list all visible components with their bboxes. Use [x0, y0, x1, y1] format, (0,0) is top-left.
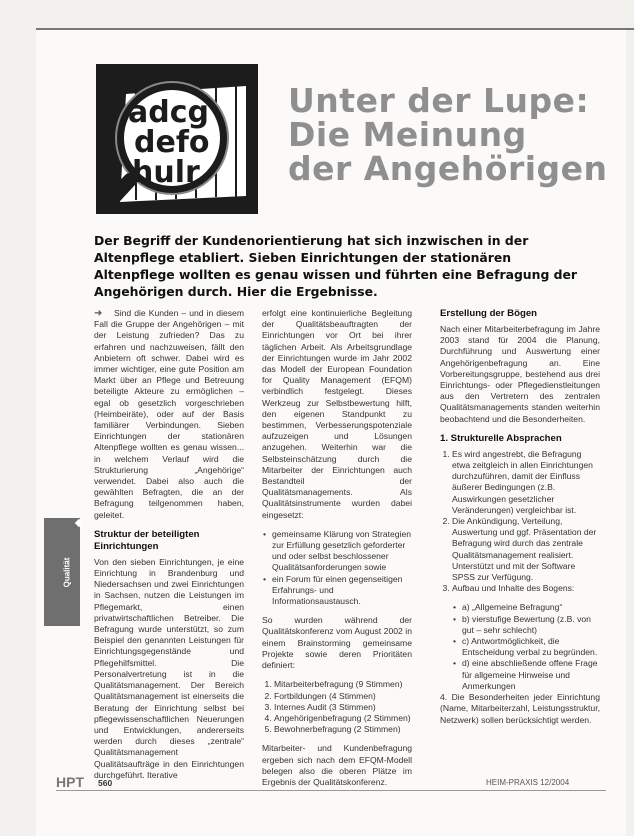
col2-bullet-list — [262, 529, 412, 607]
page-title — [288, 81, 618, 188]
column-3 — [440, 308, 600, 734]
col3-heading-2: 1. Strukturelle Absprachen — [440, 432, 562, 444]
col1-paragraph-1-text: Sind die Kunden – und in diesem Fall die Gruppe der Angehörigen – mit der Leistung zufrieden? Das zu erfahren und nachzuweisen, fällt den Anbietern oft schwer. Dabei wird es immer wichtiger, eine gute Position am Markt über an Pflege und Betreuung beteiligte Akteure zu ermöglichen – egal ob gesetzlich vorgeschrieben (Heimbeiräte), oder auf der Basis familiärer Verbindungen. Sieben Einrichtungen der stationären Altenpflege wollten es genau wissen... in welchem Verlauf wird die Strukturierung „Angehörige“ verwendet. Dabei also auch die gewählten Befragten, die an der Befragung teilgenommen haben, geleitet. — [94, 308, 244, 520]
title-line-2: Die Meinung — [288, 115, 527, 154]
arrow-icon: ➜ — [94, 308, 103, 319]
top-rule — [36, 28, 634, 30]
title-line-3: der Angehörigen — [288, 149, 608, 188]
list-item: 5. Bewohnerbefragung (2 Stimmen) — [274, 724, 412, 735]
col1-paragraph-2: Von den sieben Einrichtungen, je eine Einrichtung in Brandenburg und Niedersachsen und zwei Einrichtungen in Sachsen, nutzen die Leistungen im Pflegemarkt, einen privatwirtschaftlichen Betreiber. Die Befragung wurde unterstützt, so zum Beispiel den genannten Leistungen für Einrichtungsgegenstände und Pflegehilfsmittel. Die Personalvertretung ist in die Qualitätsmanagement. Der Bereich Qualitätsmanagement ist einerseits die Beratung der Einrichtung selbst bei pflegewissenschaftlichen Neuerungen und Entwicklungen, andererseits werden durch dieses „zentrale“ Qualitätsmanagement Qualitätsaufträge in den Einrichtungen durchgeführt. Iterative — [94, 556, 244, 780]
lead-paragraph: Der Begriff der Kundenorientierung hat sich inzwischen in der Altenpflege etabliert. Sieben Einrichtungen der stationären Altenpflege wollten es genau wissen und führten eine Befragung der Angehörigen durch. Hier die Ergebnisse. — [94, 233, 578, 299]
list-item: 1. Mitarbeiterbefragung (9 Stimmen) — [274, 679, 412, 690]
footer-rule — [56, 790, 606, 791]
column-1 — [94, 308, 244, 789]
section-tab-label: Qualität — [62, 557, 72, 588]
section-tab — [44, 518, 80, 626]
journal-reference: HEIM-PRAXIS 12/2004 — [486, 778, 570, 787]
col2-paragraph-1: erfolgt eine kontinuierliche Begleitung der Qualitätsbeauftragten der Einrichtungen vor Ort bei ihrer täglichen Arbeit. Als Arbeitsgrundlage der Einrichtungen wurde im Jahr 2002 das Modell der European Foundation for Quality Management (EFQM) verbindlich festgelegt. Dieses Werkzeug zur Selbstbewertung hilft, den eigenen Standpunkt zu bestimmen, Verbesserungspotenziale aufzuzeigen und Lösungen anzugehen. Weiterhin war die Selbsteinschätzung durch die Mitarbeiter der Einrichtungen auch Bestandteil der Qualitätsmanagements. Als Qualitätsinstrumente wurden dabei eingesetzt: — [262, 308, 412, 520]
column-2 — [262, 308, 412, 796]
magnifier-icon — [96, 64, 258, 214]
col3-heading-1: Erstellung der Bögen — [440, 308, 538, 319]
hero-illustration — [96, 64, 258, 214]
col2-priority-list — [262, 679, 412, 735]
col3-sub-list — [440, 602, 600, 692]
list-item: • gemeinsame Klärung von Strategien zur Erfüllung gesetzlich geforderter und oder selbst beschlossener Qualitätsanforderungen sowie — [272, 529, 412, 574]
list-item: 2. Die Ankündigung, Verteilung, Auswertung und ggf. Präsentation der Befragung wird durch das zentrale Qualitätsmanagement realisiert. Unterstützt und mit der Software SPSS zur Verfügung. — [452, 516, 600, 583]
col1-paragraph-1 — [94, 308, 244, 521]
col3-paragraph-2: 4. Die Besonderheiten jeder Einrichtung (Name, Mitarbeiterzahl, Leistungsstruktur, Netzwerk) sollen berücksichtigt werden. — [440, 692, 600, 725]
list-item: • b) vierstufige Bewertung (z.B. von gut – sehr schlecht) — [462, 614, 600, 636]
hero-letters-3: hulr — [132, 155, 200, 190]
list-item: 4. Angehörigenbefragung (2 Stimmen) — [274, 713, 412, 724]
hero-letters-2: defo — [134, 125, 210, 160]
col3-list — [440, 449, 600, 595]
list-item: 2. Fortbildungen (4 Stimmen) — [274, 691, 412, 702]
col3-paragraph-1: Nach einer Mitarbeiterbefragung im Jahre 2003 stand für 2004 die Planung, Durchführung und Auswertung einer Angehörigenbefragung an. Eine Vorbereitungsgruppe, bestehend aus drei Einrichtungs- oder Pflegedienstleitungen aus den Vertretern des zentralen Qualitätsmanagements standen weiterhin beobachtend und die Besonderheiten. — [440, 324, 600, 424]
list-item: • ein Forum für einen gegenseitigen Erfahrungs- und Informationsaustausch. — [272, 574, 412, 608]
list-item: • c) Antwortmöglichkeit, die Entscheidung verbal zu begründen. — [462, 636, 600, 658]
page-number: 560 — [98, 778, 113, 788]
col1-heading: Struktur der beteiligten Einrichtungen — [94, 528, 200, 552]
list-item: 1. Es wird angestrebt, die Befragung etwa zeitgleich in allen Einrichtungen durchzuführen, damit der Einfluss äußerer Bedingungen (z.B. Auswirkungen gesetzlicher Veränderungen) vergleichbar ist. — [452, 449, 600, 516]
hero-letters-1: adcg — [128, 95, 209, 130]
list-item: • a) „Allgemeine Befragung“ — [462, 602, 600, 613]
list-item: • d) eine abschließende offene Frage für allgemeine Hinweise und Anmerkungen — [462, 658, 600, 692]
title-line-1: Unter der Lupe: — [288, 81, 590, 120]
list-item: 3. Internes Audit (3 Stimmen) — [274, 702, 412, 713]
list-item: 3. Aufbau und Inhalte des Bogens: — [452, 583, 600, 594]
col2-paragraph-3: Mitarbeiter- und Kundenbefragung ergeben sich nach dem EFQM-Modell belegen also die oberen Plätze im Ergebnis der Qualitätskonferenz. — [262, 743, 412, 787]
footer-logo: HPT — [56, 774, 84, 790]
col2-paragraph-2: So wurden während der Qualitätskonferenz vom August 2002 in einem Brainstorming gemeinsame Projekte sowie deren Prioritäten definiert: — [262, 615, 412, 671]
